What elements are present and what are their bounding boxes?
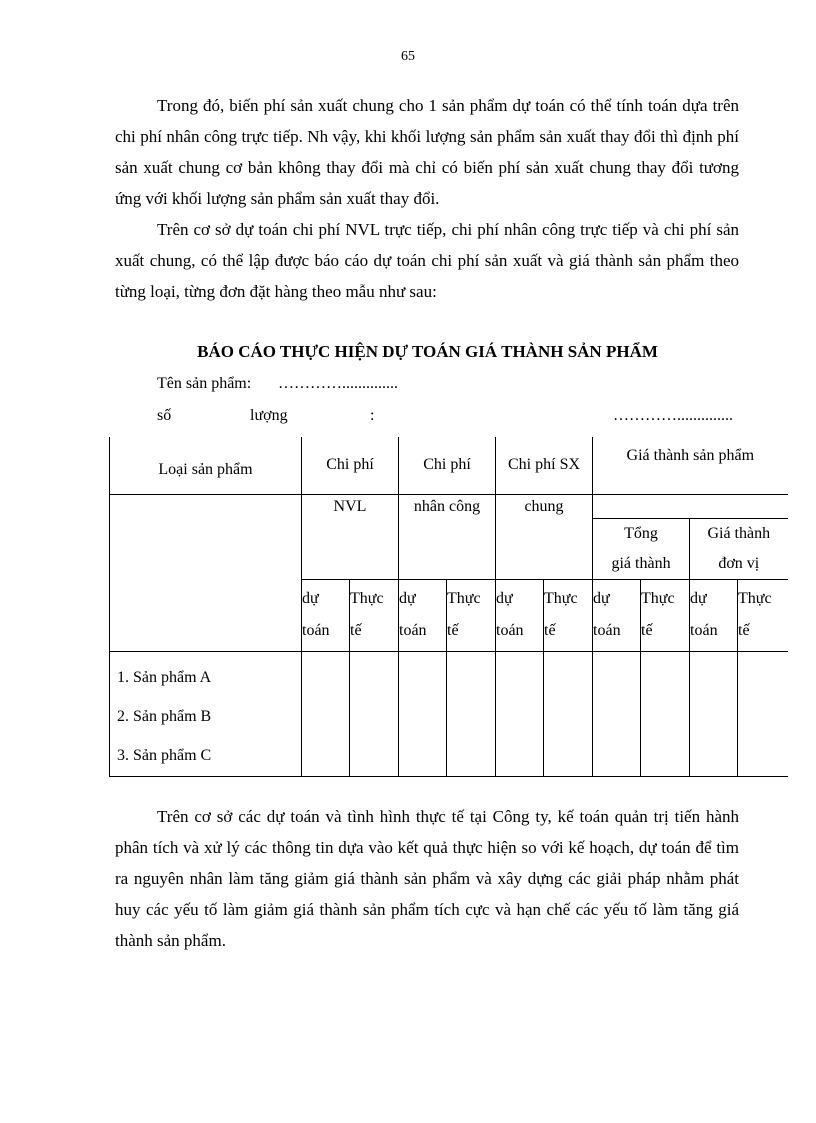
actual-line2: tế [544, 622, 556, 639]
actual-line2: tế [738, 622, 750, 639]
paragraph-1 [115, 90, 739, 214]
subheader-actual [544, 579, 593, 651]
plan-line2: toán [593, 622, 621, 639]
actual-line1: Thực [447, 590, 481, 607]
actual-line1: Thực [350, 590, 384, 607]
subheader-actual [641, 579, 690, 651]
header-overhead-line2: chung [496, 494, 593, 579]
product-list-cell [110, 651, 302, 776]
cost-report-table [109, 437, 788, 777]
header-unit-price-line1: Giá thành [707, 524, 771, 542]
product-name-label: Tên sản phẩm: [157, 375, 252, 392]
subheader-actual [447, 579, 496, 651]
report-title: BÁO CÁO THỰC HIỆN DỰ TOÁN GIÁ THÀNH SẢN PHẨM [197, 342, 658, 361]
plan-line2: toán [496, 622, 524, 639]
header-total-price-line1: Tổng [624, 524, 658, 542]
header-nvl-line2: NVL [302, 494, 399, 579]
plan-line2: toán [690, 622, 718, 639]
paragraph-2-text: Trên cơ sở dự toán chi phí NVL trực tiếp, chi phí nhân công trực tiếp và chi phí sản xuất chung, có thể lập được báo cáo dự toán chi phí sản xuất và giá thành sản phẩm theo từng loại, từng đơn đặt hàng theo mẫu như sau: [115, 220, 739, 301]
quantity-colon: : [370, 407, 375, 424]
value-cell [593, 651, 641, 776]
paragraph-3 [115, 801, 739, 956]
header-labor-cost: Chi phí [399, 437, 496, 494]
subheader-plan [302, 579, 350, 651]
plan-line1: dự [399, 590, 416, 607]
header-labor-line2: nhân công [399, 494, 496, 579]
value-cell [350, 651, 399, 776]
value-cell [738, 651, 788, 776]
plan-line1: dự [302, 590, 319, 607]
actual-line1: Thực [641, 590, 675, 607]
header-total-price-line2: giá thành [611, 554, 671, 572]
product-row-a: 1. Sản phẩm A [117, 668, 212, 686]
value-cell [544, 651, 593, 776]
paragraph-1-text: Trong đó, biến phí sản xuất chung cho 1 sản phẩm dự toán có thể tính toán dựa trên chi phí nhân công trực tiếp. Nh vậy, khi khối lượng sản phẩm sản xuất thay đổi thì định phí sản xuất chung cơ bản không thay đổi mà chỉ có biến phí sản xuất chung thay đổi tương ứng với khối lượng sản phẩm sản xuất thay đổi. [115, 96, 739, 208]
page-number: 65 [401, 49, 415, 64]
header-product-type: Loại sản phẩm [110, 437, 302, 494]
actual-line2: tế [641, 622, 653, 639]
value-cell [690, 651, 738, 776]
plan-line1: dự [593, 590, 610, 607]
product-name-placeholder: ………….............. [278, 375, 398, 392]
actual-line2: tế [447, 622, 459, 639]
subheader-actual [738, 579, 788, 651]
header-overhead-cost: Chi phí SX [496, 437, 593, 494]
quantity-label-word-1: số [157, 407, 172, 424]
subheader-plan [496, 579, 544, 651]
value-cell [302, 651, 350, 776]
plan-line1: dự [690, 590, 707, 607]
value-cell [496, 651, 544, 776]
header-total-price [593, 518, 690, 579]
subheader-plan [690, 579, 738, 651]
plan-line1: dự [496, 590, 513, 607]
value-cell [399, 651, 447, 776]
quantity-placeholder: ………….............. [613, 407, 733, 424]
subheader-actual [350, 579, 399, 651]
quantity-label-word-2: lượng [250, 407, 288, 424]
value-cell [641, 651, 690, 776]
plan-line2: toán [302, 622, 330, 639]
plan-line2: toán [399, 622, 427, 639]
paragraph-3-text: Trên cơ sở các dự toán và tình hình thực tế tại Công ty, kế toán quản trị tiến hành phân tích và xử lý các thông tin dựa vào kết quả thực hiện so với kế hoạch, dự toán để tìm ra nguyên nhân làm tăng giảm giá thành sản phẩm và xây dựng các giải pháp nhằm phát huy các yếu tố làm giảm giá thành sản phẩm tích cực và hạn chế các yếu tố làm tăng giá thành sản phẩm. [115, 807, 739, 950]
header-unit-price [690, 518, 788, 579]
header-unit-price-line2: đơn vị [718, 554, 760, 572]
product-row-c: 3. Sản phẩm C [117, 746, 212, 764]
header-nvl-cost: Chi phí [302, 437, 399, 494]
subheader-plan [593, 579, 641, 651]
value-cell [447, 651, 496, 776]
actual-line1: Thực [738, 590, 772, 607]
header-price-blank [593, 494, 788, 518]
header-product-blank [110, 494, 302, 651]
actual-line1: Thực [544, 590, 578, 607]
actual-line2: tế [350, 622, 362, 639]
header-product-price: Giá thành sản phẩm [593, 437, 788, 494]
product-row-b: 2. Sản phẩm B [117, 707, 212, 725]
subheader-plan [399, 579, 447, 651]
paragraph-2 [115, 214, 739, 307]
